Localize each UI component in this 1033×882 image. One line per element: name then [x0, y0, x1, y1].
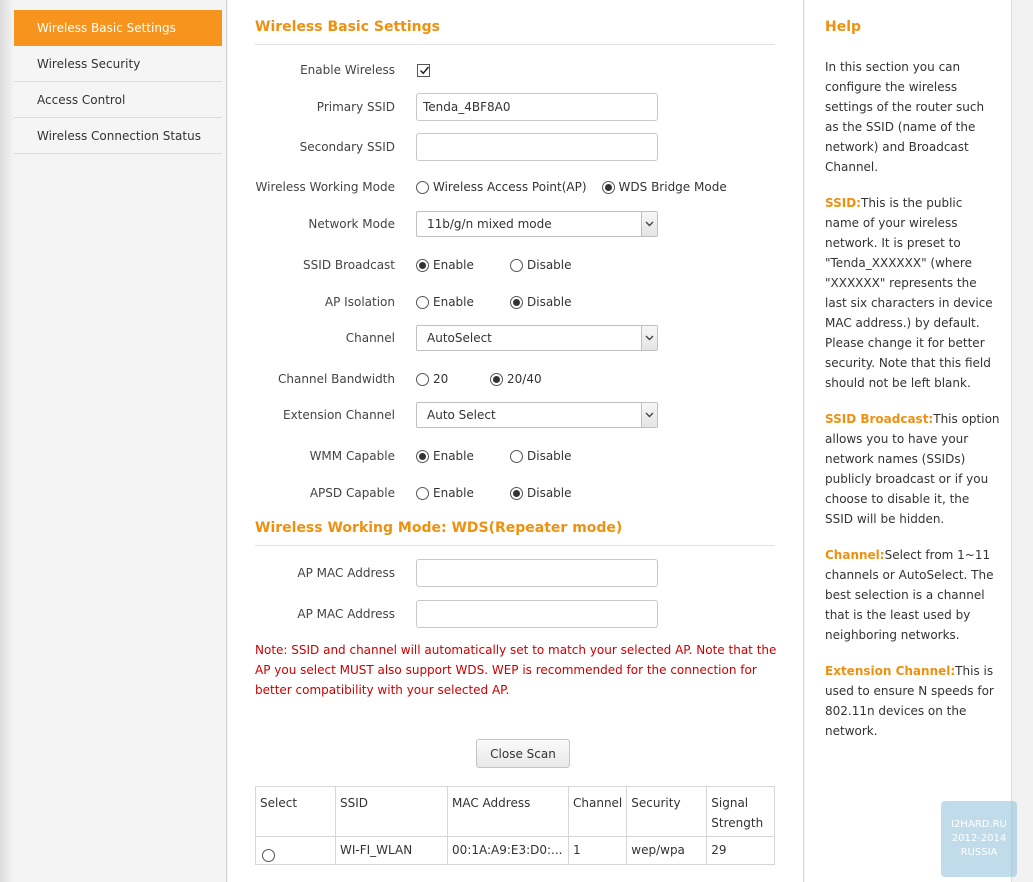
secondary-ssid-label: Secondary SSID [299, 140, 395, 154]
watermark-logo [941, 801, 1017, 877]
wmm-enable-option[interactable] [416, 449, 495, 463]
table-header-row [256, 787, 775, 837]
ap-mac-2-input[interactable] [416, 600, 658, 628]
channel-select[interactable] [416, 325, 658, 351]
network-mode-row [228, 210, 804, 238]
column-header-signal-strength: Signal Strength [707, 787, 775, 837]
help-ssid-term: SSID: [825, 196, 861, 210]
ap-mac-2-row [228, 600, 804, 628]
apsd-enable-radio[interactable] [416, 487, 429, 500]
title-divider [255, 44, 775, 45]
wmm-capable-label: WMM Capable [309, 449, 395, 463]
sidebar-item-access-control[interactable]: Access Control [14, 82, 222, 118]
help-panel [805, 0, 1012, 882]
main-panel [228, 0, 804, 882]
ap-isolation-enable-radio[interactable] [416, 296, 429, 309]
extension-channel-row [228, 401, 804, 429]
primary-ssid-input[interactable]: Tenda_4BF8A0 [416, 93, 658, 121]
ap-mac-2-label: AP MAC Address [297, 607, 395, 621]
chevron-down-icon [641, 326, 657, 350]
apsd-enable-option[interactable] [416, 486, 495, 500]
bandwidth-20-radio[interactable] [416, 373, 429, 386]
working-mode-row [228, 173, 804, 201]
bandwidth-2040-radio[interactable] [490, 373, 503, 386]
help-channel [825, 545, 1000, 645]
bandwidth-2040-label: 20/40 [507, 372, 542, 386]
watermark-line-3: RUSSIA [960, 847, 998, 858]
mac-cell: 00:1A:A9:E3:D0:... [448, 837, 569, 865]
page-title: Wireless Basic Settings [255, 19, 440, 35]
ssid-cell: WI-FI_WLAN [336, 837, 448, 865]
column-header-mac-address: MAC Address [448, 787, 569, 837]
bandwidth-20-label: 20 [433, 372, 449, 386]
channel-row [228, 324, 804, 352]
sidebar [0, 0, 227, 882]
ap-mac-1-row [228, 559, 804, 587]
network-mode-label: Network Mode [308, 217, 395, 231]
scan-results-table [255, 786, 775, 865]
help-body [825, 57, 1000, 757]
wds-section-title: Wireless Working Mode: WDS(Repeater mode) [255, 520, 623, 536]
column-header-select: Select [256, 787, 336, 837]
apsd-capable-label: APSD Capable [309, 486, 395, 500]
working-mode-wds-radio[interactable] [602, 181, 615, 194]
wds-divider [255, 545, 775, 546]
ap-isolation-enable-label: Enable [433, 295, 474, 309]
working-mode-ap-option[interactable] [416, 180, 587, 194]
sidebar-item-wireless-connection-status[interactable]: Wireless Connection Status [14, 118, 222, 154]
apsd-disable-label: Disable [527, 486, 572, 500]
wmm-enable-label: Enable [433, 449, 474, 463]
ap-isolation-row [228, 288, 804, 316]
table-row[interactable] [256, 837, 775, 865]
bandwidth-2040-option[interactable] [490, 372, 542, 386]
help-intro: In this section you can configure the wireless settings of the router such as the SSID (name of the network) and Broadcast Channel. [825, 60, 985, 174]
help-ssid [825, 193, 1000, 393]
sidebar-item-wireless-security[interactable]: Wireless Security [14, 46, 222, 82]
wmm-disable-option[interactable] [510, 449, 572, 463]
signal-cell: 29 [707, 837, 775, 865]
help-channel-text: Select from 1~11 channels or AutoSelect. The best selection is a channel that is the least used by neighboring networks. [825, 548, 994, 642]
security-cell: wep/wpa [627, 837, 707, 865]
help-extension-term: Extension Channel: [825, 664, 956, 678]
help-ssid-text: This is the public name of your wireless network. It is preset to "Tenda_XXXXXX" (where "XXXXXX" represents the last six characters in device MAC address.) by default. Please change it for better security. Note that this field should not be left blank. [825, 196, 993, 390]
close-scan-button[interactable]: Close Scan [476, 739, 570, 768]
ssid-broadcast-row [228, 251, 804, 279]
primary-ssid-row [228, 93, 804, 121]
extension-channel-select[interactable] [416, 402, 658, 428]
channel-cell: 1 [569, 837, 627, 865]
chevron-down-icon [641, 212, 657, 236]
chevron-down-icon [641, 403, 657, 427]
working-mode-wds-option[interactable] [602, 180, 727, 194]
help-broadcast-term: SSID Broadcast: [825, 412, 934, 426]
bandwidth-20-option[interactable] [416, 372, 475, 386]
wmm-enable-radio[interactable] [416, 450, 429, 463]
help-broadcast [825, 409, 1000, 529]
sidebar-item-wireless-basic-settings[interactable]: Wireless Basic Settings [14, 10, 222, 46]
select-ap-radio[interactable] [262, 849, 275, 862]
apsd-enable-label: Enable [433, 486, 474, 500]
ap-mac-1-label: AP MAC Address [297, 566, 395, 580]
ap-mac-1-input[interactable] [416, 559, 658, 587]
help-broadcast-text: This option allows you to have your network names (SSIDs) publicly broadcast or if you choose to disable it, the SSID will be hidden. [825, 412, 1000, 526]
ssid-broadcast-enable-label: Enable [433, 258, 474, 272]
ssid-broadcast-label: SSID Broadcast [303, 258, 395, 272]
apsd-capable-row [228, 479, 804, 507]
channel-label: Channel [345, 331, 395, 345]
help-extension [825, 661, 1000, 741]
extension-channel-value: Auto Select [427, 408, 496, 422]
ap-isolation-label: AP Isolation [324, 295, 395, 309]
watermark-line-1: I2HARD.RU [951, 819, 1007, 830]
sidebar-nav [14, 10, 222, 154]
ap-isolation-enable-option[interactable] [416, 295, 495, 309]
apsd-disable-option[interactable] [510, 486, 572, 500]
column-header-security: Security [627, 787, 707, 837]
enable-wireless-checkbox[interactable] [417, 64, 430, 77]
wds-note: Note: SSID and channel will automatically set to match your selected AP. Note that the AP you select MUST also support WDS. WEP is recommended for the connection for better compatibility with your selected AP. [255, 643, 777, 697]
column-header-ssid: SSID [336, 787, 448, 837]
help-channel-term: Channel: [825, 548, 885, 562]
channel-bandwidth-label: Channel Bandwidth [278, 372, 395, 386]
apsd-disable-radio[interactable] [510, 487, 523, 500]
ssid-broadcast-enable-radio[interactable] [416, 259, 429, 272]
ssid-broadcast-disable-option[interactable] [510, 258, 572, 272]
enable-wireless-row [228, 56, 804, 84]
working-mode-ap-radio[interactable] [416, 181, 429, 194]
help-title: Help [825, 19, 862, 35]
channel-bandwidth-row [228, 365, 804, 393]
ssid-broadcast-enable-option[interactable] [416, 258, 495, 272]
column-header-channel: Channel [569, 787, 627, 837]
wmm-disable-radio[interactable] [510, 450, 523, 463]
extension-channel-label: Extension Channel [283, 408, 395, 422]
ap-isolation-disable-label: Disable [527, 295, 572, 309]
channel-value: AutoSelect [427, 331, 492, 345]
ssid-broadcast-disable-label: Disable [527, 258, 572, 272]
help-extension-text: This is used to ensure N speeds for 802.11n devices on the network. [825, 664, 994, 738]
right-margin [1013, 0, 1033, 882]
working-mode-ap-label: Wireless Access Point(AP) [433, 180, 587, 194]
watermark-line-2: 2012-2014 [951, 833, 1007, 844]
working-mode-label: Wireless Working Mode [255, 180, 395, 194]
select-cell[interactable] [256, 837, 336, 865]
secondary-ssid-row [228, 133, 804, 161]
secondary-ssid-input[interactable] [416, 133, 658, 161]
wmm-disable-label: Disable [527, 449, 572, 463]
primary-ssid-label: Primary SSID [316, 100, 395, 114]
enable-wireless-label: Enable Wireless [300, 63, 395, 77]
ap-isolation-disable-radio[interactable] [510, 296, 523, 309]
network-mode-value: 11b/g/n mixed mode [427, 217, 552, 231]
working-mode-wds-label: WDS Bridge Mode [618, 180, 727, 194]
network-mode-select[interactable] [416, 211, 658, 237]
ssid-broadcast-disable-radio[interactable] [510, 259, 523, 272]
wmm-capable-row [228, 442, 804, 470]
ap-isolation-disable-option[interactable] [510, 295, 572, 309]
